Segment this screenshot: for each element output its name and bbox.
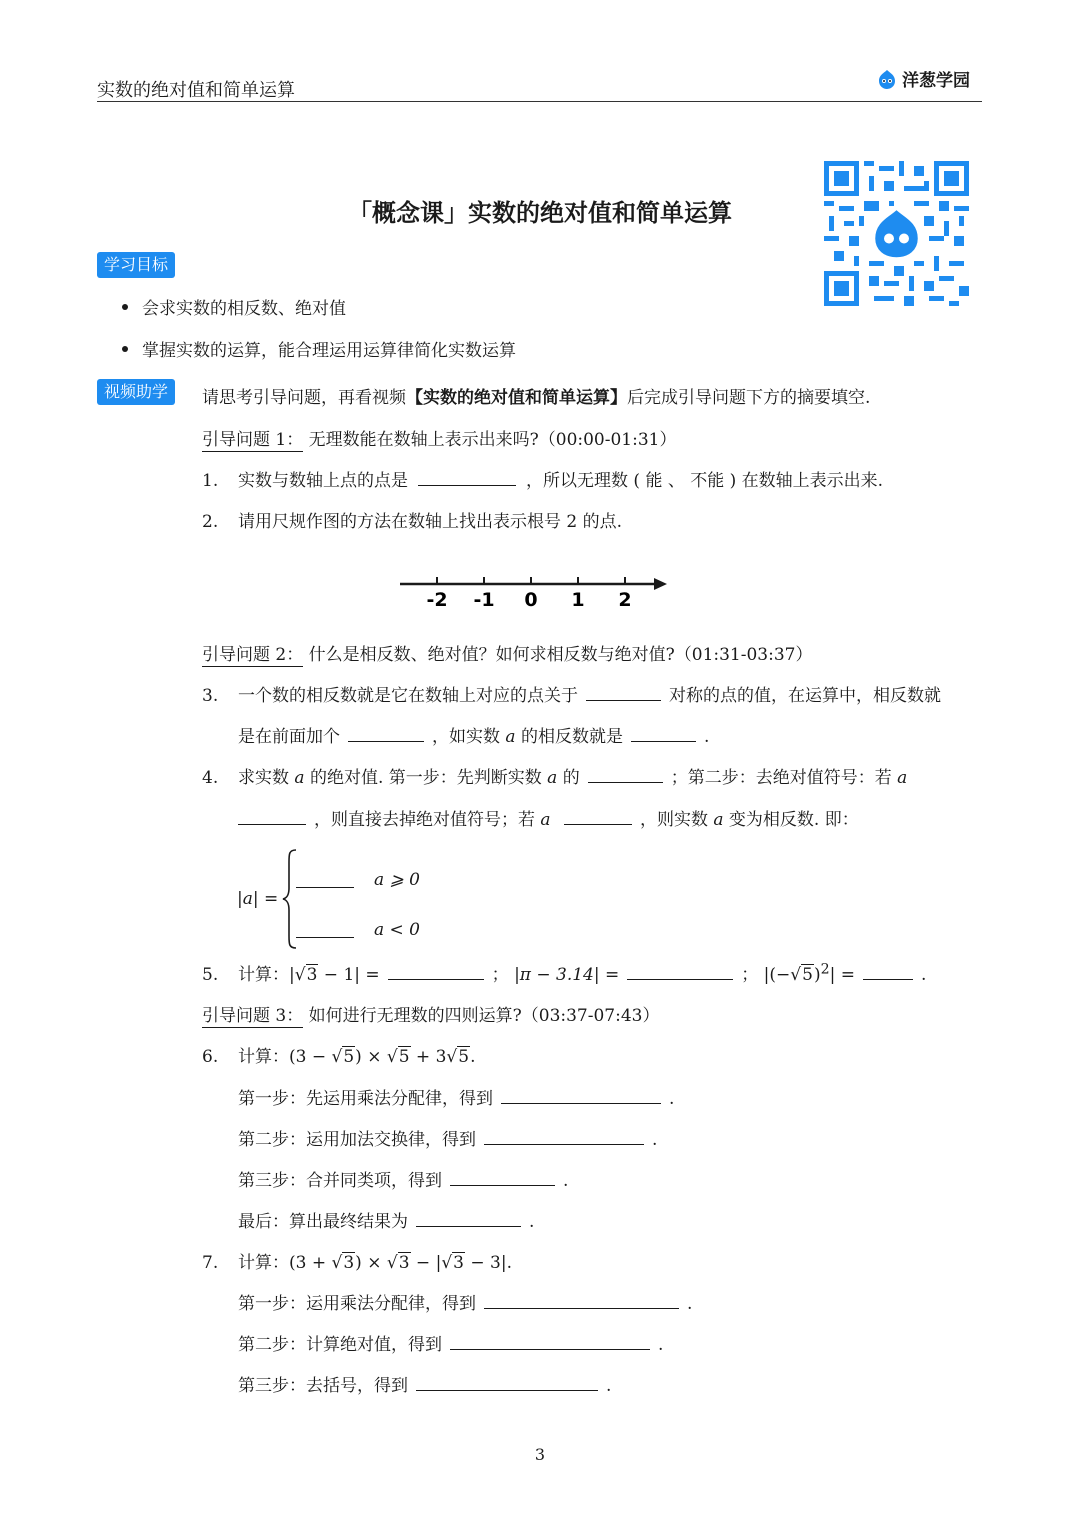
item-5: 5. 计算：|√3 − 1| = ； |π − 3.14| = ； $|(-√5)^2|$ = . [202,961,927,985]
fill-blank[interactable] [627,978,733,980]
variable-a: a [713,810,724,830]
math: 3 [398,1253,410,1273]
step-text: 第一步：先运用乘法分配律，得到 [238,1089,493,1109]
fill-blank[interactable] [348,740,424,742]
math: . [470,1047,476,1067]
item-text: ； [741,965,759,985]
item-number: 5. [202,965,219,985]
item-text: 的 [562,768,580,788]
number-line-label: -2 [426,589,448,610]
intro-text: 请思考引导问题，再看视频 [202,388,406,408]
question-label: 引导问题 2： [202,645,304,665]
case-2: a < 0 [374,920,421,940]
item-number: 3. [202,686,219,706]
math: . [506,1253,512,1273]
item-text: ； [491,965,509,985]
item-text: 对称的点的值，在运算中，相反数就 [669,686,941,706]
number-line-label: 2 [618,589,632,610]
math: (3 + [289,1253,332,1273]
guide-question-3 [202,1001,659,1026]
math: ) [813,965,821,985]
step-text: 第二步：计算绝对值，得到 [238,1335,442,1355]
math: | = [829,965,855,985]
item-4 [202,763,907,788]
item-text: 变为相反数. 即： [728,810,859,830]
objectives-tag: 学习目标 [97,252,175,278]
fill-blank[interactable] [588,781,663,783]
math: 3 [343,1253,355,1273]
item-text: 的相反数就是 [520,727,623,747]
fill-blank[interactable] [388,978,484,980]
video-intro [202,383,870,408]
math: |(− [763,965,791,985]
question-label: 引导问题 3： [202,1006,304,1026]
item-6-step-2 [238,1125,657,1150]
item-7-step-1 [238,1289,692,1314]
number-line-label: 0 [524,589,538,610]
page-number: 3 [534,1445,546,1464]
item-7-step-2 [238,1330,663,1355]
item-text: ，所以无理数 ( 能 、 不能 ) 在数轴上表示出来. [526,471,884,491]
item-text: 计算： [238,965,289,985]
fill-blank[interactable] [564,823,632,825]
item-number: 6. [202,1047,219,1067]
item-text: 计算： [238,1047,289,1067]
bullet-icon [122,346,128,352]
objective-text: 掌握实数的运算，能合理运用运算律简化实数运算 [142,341,516,361]
fill-blank[interactable] [418,484,516,486]
fill-blank[interactable] [450,1184,555,1186]
fill-blank[interactable] [296,936,354,938]
question-label: 引导问题 1： [202,430,304,450]
page-title: 「概念课」实数的绝对值和简单运算 [348,198,732,227]
item-text: 计算： [238,1253,289,1273]
guide-question-2 [202,640,812,665]
onion-mascot-icon [876,68,898,90]
variable-a: a [294,768,305,788]
item-text: 是在前面加个 [238,727,340,747]
arrow-icon [654,578,667,590]
fill-blank[interactable] [416,1225,521,1227]
fill-blank[interactable] [501,1102,661,1104]
fill-blank[interactable] [586,699,661,701]
item-number: 4. [202,768,219,788]
objective-text: 会求实数的相反数、绝对值 [142,299,346,319]
intro-text: 后完成引导问题下方的摘要填空. [627,388,871,408]
fill-blank[interactable] [631,740,696,742]
math: 3 [453,1253,464,1273]
item-7: 7. 计算：(3 + √3) × √3 − |√3 − 3|. [202,1253,512,1273]
bullet-icon [122,304,128,310]
variable-a: a [505,727,516,747]
item-text: 的绝对值. 第一步：先判断实数 [309,768,542,788]
fill-blank[interactable] [863,978,913,980]
list-item [122,336,516,361]
step-text: 第三步：合并同类项，得到 [238,1171,442,1191]
guide-question-1 [202,425,676,450]
item-6-step-3 [238,1166,568,1191]
question-text: 无理数能在数轴上表示出来吗?（00:00-01:31） [308,430,677,450]
item-text: 一个数的相反数就是它在数轴上对应的点关于 [238,686,578,706]
variable-a: a [897,768,908,788]
step-text: 第二步：运用加法交换律，得到 [238,1130,476,1150]
fill-blank[interactable] [450,1348,650,1350]
item-text: . [658,1335,664,1355]
fill-blank[interactable] [238,823,306,825]
header-divider [97,101,982,102]
item-text: ，则实数 [639,810,708,830]
item-2 [202,507,622,532]
item-text: . [563,1171,569,1191]
abs-lhs: |a| = [237,889,279,909]
item-4-cont [238,805,859,830]
math: + 3 [410,1047,447,1067]
item-text: ，则直接去掉绝对值符号；若 [314,810,535,830]
step-text: 最后：算出最终结果为 [238,1212,408,1232]
fill-blank[interactable] [416,1389,598,1391]
math: ) × [355,1047,387,1067]
list-item [122,294,346,319]
math: 5 [343,1047,355,1067]
item-3-cont [238,722,709,747]
item-text: . [687,1294,693,1314]
brace-icon [280,848,300,950]
item-text: ；第二步：去绝对值符号：若 [670,768,892,788]
item-1 [202,466,883,491]
video-link[interactable]: 【实数的绝对值和简单运算】 [406,388,627,408]
qr-code-icon[interactable] [824,161,969,306]
fill-blank[interactable] [296,886,354,888]
item-number: 1. [202,471,219,491]
item-text: . [529,1212,535,1232]
variable-a: a [540,810,551,830]
item-6-step-1 [238,1084,674,1109]
math: 5 [458,1047,470,1067]
math: ) × [355,1253,387,1273]
math: |π − 3.14| = [514,965,620,985]
item-text: 请用尺规作图的方法在数轴上找出表示根号 2 的点. [238,512,623,532]
step-text: 第一步：运用乘法分配律，得到 [238,1294,476,1314]
math: − | [410,1253,442,1273]
item-text: . [920,965,927,985]
item-3 [202,681,941,706]
question-text: 如何进行无理数的四则运算?（03:37-07:43） [308,1006,660,1026]
case-1: a ⩾ 0 [374,870,421,890]
math: − 3| [464,1253,507,1273]
item-number: 7. [202,1253,219,1273]
number-line-label: 1 [571,589,585,610]
fill-blank[interactable] [484,1307,679,1309]
math: 5 [802,965,813,985]
math: 5 [398,1047,410,1067]
math: 2 [820,961,830,978]
fill-blank[interactable] [484,1143,644,1145]
video-tag: 视频助学 [97,379,175,405]
item-6-final [238,1207,534,1232]
question-text: 什么是相反数、绝对值？如何求相反数与绝对值?（01:31-03:37） [308,645,813,665]
item-text: . [703,727,710,747]
item-text: ，如实数 [432,727,500,747]
item-7-step-3 [238,1371,611,1396]
brand-name: 洋葱学园 [902,71,970,91]
item-text: 实数与数轴上点的点是 [238,471,408,491]
variable-a: a [547,768,558,788]
math: − 1| = [318,965,380,985]
number-line [395,570,675,610]
item-text: . [606,1376,612,1396]
item-number: 2. [202,512,219,532]
item-text: . [669,1089,675,1109]
number-line-label: -1 [473,589,495,610]
item-text: . [652,1130,658,1150]
item-text: 求实数 [238,768,289,788]
header-title: 实数的绝对值和简单运算 [97,80,295,101]
math: | [289,965,295,985]
brand-logo [876,66,970,91]
step-text: 第三步：去括号，得到 [238,1376,408,1396]
math: (3 − [289,1047,332,1067]
item-6: 6. 计算：(3 − √5) × √5 + 3√5. [202,1047,476,1067]
math: 3 [306,965,318,985]
